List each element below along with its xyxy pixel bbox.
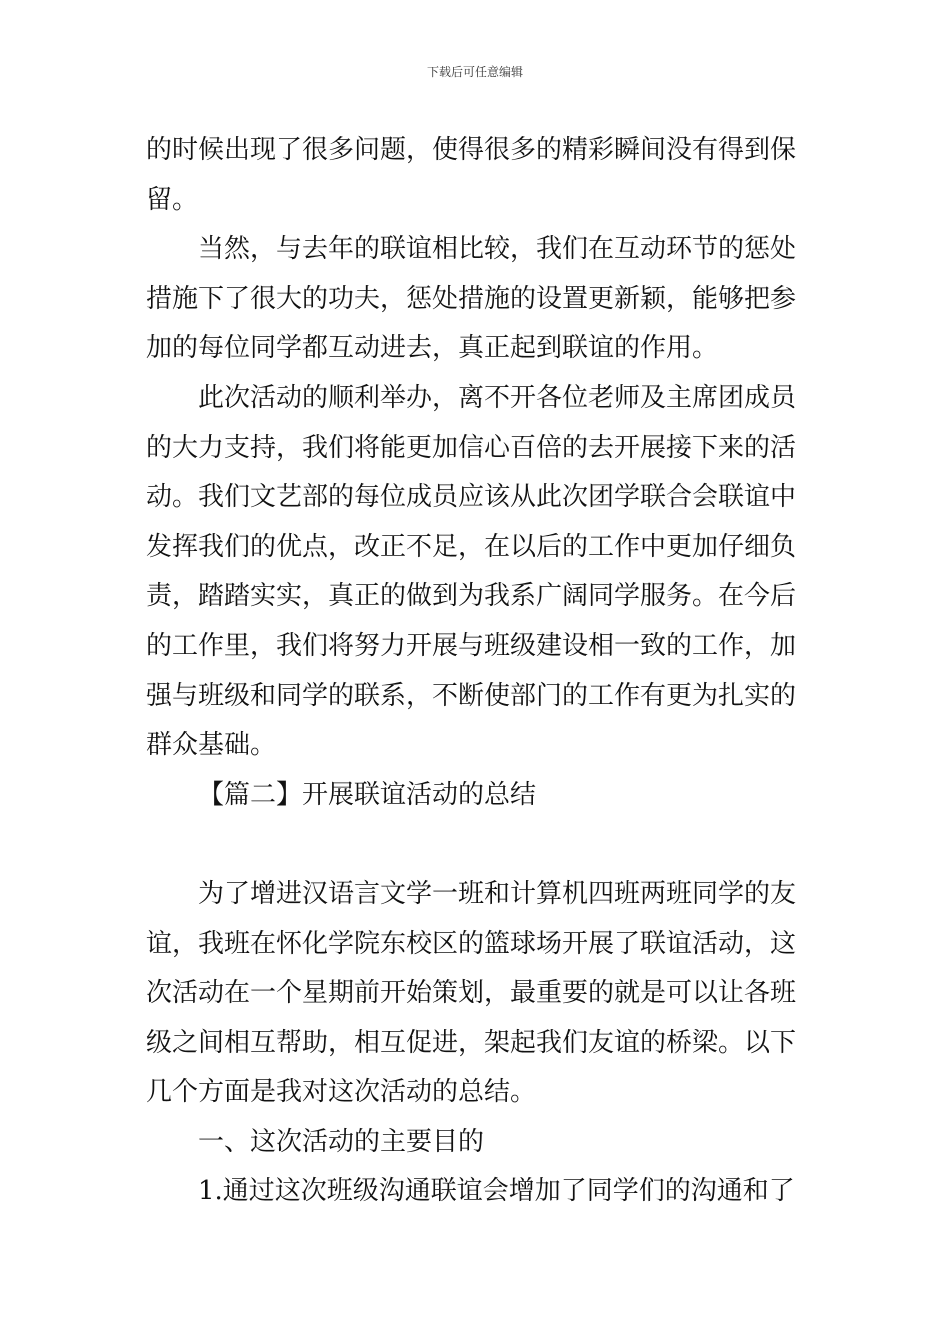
text-line: 强与班级和同学的联系，不断使部门的工作有更为扎实的 [146,680,797,711]
text-line: 加的每位同学都互动进去，真正起到联谊的作用。 [146,333,719,364]
text-line: 措施下了很大的功夫，惩处措施的设置更新颖，能够把参 [146,283,797,314]
text-line: 责，踏踏实实，真正的做到为我系广阔同学服务。在今后 [146,581,797,612]
text-line: 次活动在一个星期前开始策划，最重要的就是可以让各班 [146,978,797,1009]
text-line: 此次活动的顺利举办，离不开各位老师及主席团成员 [198,382,797,413]
text-line: 动。我们文艺部的每位成员应该从此次团学联合会联谊中 [146,482,797,513]
text-line: 1.通过这次班级沟通联谊会增加了同学们的沟通和了 [198,1176,795,1207]
text-line: 的工作里，我们将努力开展与班级建设相一致的工作，加 [146,630,797,661]
text-line: 的大力支持，我们将能更加信心百倍的去开展接下来的活 [146,432,797,463]
page-header: 下载后可任意编辑 [426,65,523,79]
text-line: 发挥我们的优点，改正不足，在以后的工作中更加仔细负 [146,531,797,562]
text-line [146,820,810,870]
text-line: 【篇二】开展联谊活动的总结 [198,779,537,810]
text-line: 为了增进汉语言文学一班和计算机四班两班同学的友 [198,878,797,909]
text-line: 级之间相互帮助，相互促进，架起我们友谊的桥梁。以下 [146,1027,797,1058]
text-line: 几个方面是我对这次活动的总结。 [146,1077,537,1108]
text-line: 的时候出现了很多问题，使得很多的精彩瞬间没有得到保 [146,135,797,165]
text-line: 谊，我班在怀化学院东校区的篮球场开展了联谊活动，这 [146,928,797,959]
text-line: 群众基础。 [146,730,277,761]
document-body [146,126,810,1217]
text-line: 一、这次活动的主要目的 [198,1126,485,1157]
text-line: 留。 [146,184,199,215]
text-line: 当然，与去年的联谊相比较，我们在互动环节的惩处 [198,234,797,265]
